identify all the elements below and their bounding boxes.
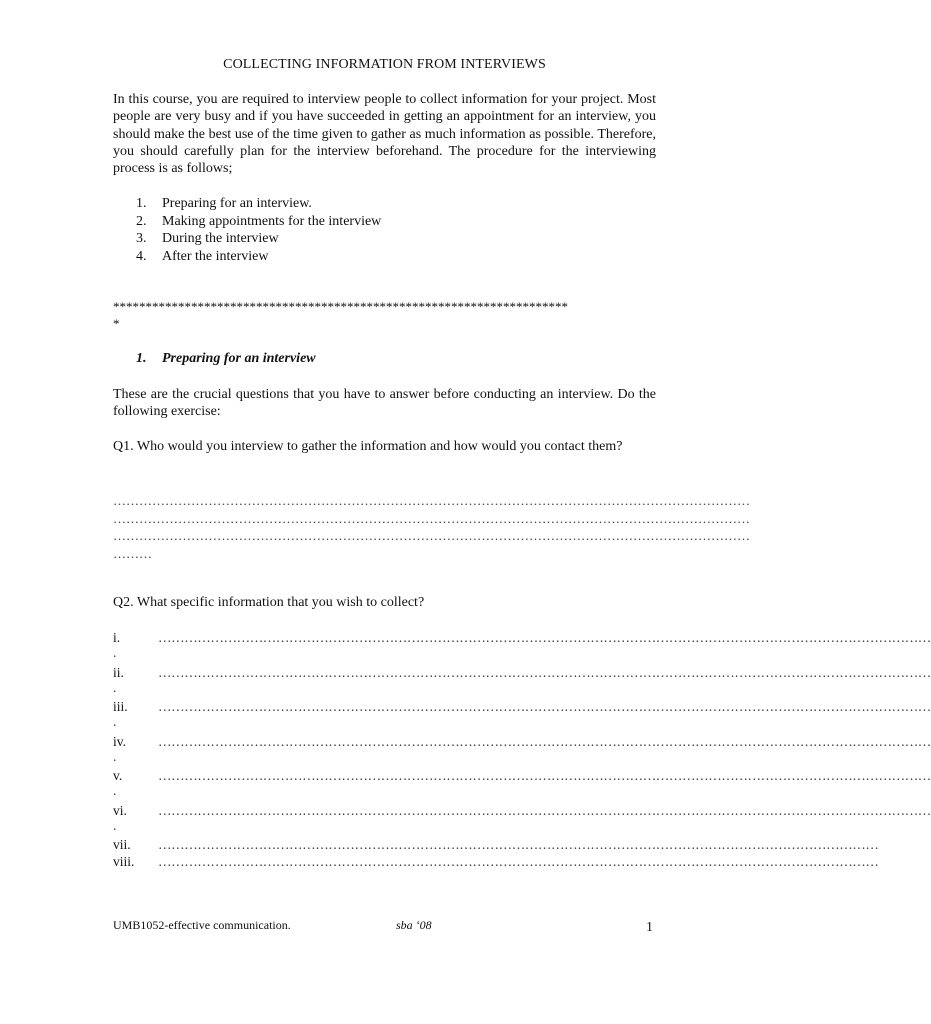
line-tail: . bbox=[113, 645, 117, 660]
procedure-text: During the interview bbox=[162, 231, 279, 246]
item-label: viii. bbox=[113, 854, 135, 870]
answer-item[interactable] bbox=[113, 698, 931, 733]
procedure-item bbox=[136, 230, 536, 248]
answer-line: ………………………………………………………………………………………………………………………………… bbox=[113, 528, 750, 543]
answer-line: ………………………………………………………………………………………………………………………………………………… bbox=[158, 854, 879, 870]
item-label: iii. bbox=[113, 699, 128, 714]
procedure-text: After the interview bbox=[162, 248, 269, 264]
answer-line: …………………………………………………………………………………………………………………………………………………………… bbox=[158, 664, 931, 680]
item-label: vii. bbox=[113, 837, 131, 852]
answer-item[interactable] bbox=[113, 629, 931, 664]
footer-course: UMB1052-effective communication. bbox=[113, 918, 291, 932]
separator bbox=[113, 298, 673, 332]
section-number: 1. bbox=[136, 351, 147, 366]
separator-line: ********************************************************************** bbox=[113, 299, 568, 314]
section-heading bbox=[136, 351, 316, 367]
question-1: Q1. Who would you interview to gather the information and how would you contact them? bbox=[113, 439, 623, 454]
instructions-paragraph: These are the crucial questions that you have to answer before conducting an interview. Do the following exercise: bbox=[113, 387, 656, 420]
footer-author: sba ‘08 bbox=[396, 918, 432, 932]
page-number: 1 bbox=[646, 920, 653, 935]
line-tail: . bbox=[113, 679, 117, 695]
line-tail: . bbox=[113, 714, 117, 729]
answer-line: ……… bbox=[113, 545, 152, 561]
answer-item[interactable] bbox=[113, 836, 879, 853]
item-label: vi. bbox=[113, 802, 127, 818]
procedure-number: 3. bbox=[136, 231, 147, 246]
procedure-item bbox=[136, 195, 536, 213]
line-tail: . bbox=[113, 817, 117, 833]
answer-line: …………………………………………………………………………………………………………………………………………………………… bbox=[158, 768, 931, 783]
answer-line: ………………………………………………………………………………………………………………………………… bbox=[113, 493, 750, 508]
section-title: Preparing for an interview bbox=[162, 351, 316, 366]
answer-item[interactable] bbox=[113, 802, 931, 837]
answer-list-q2 bbox=[113, 629, 931, 871]
separator-line: * bbox=[113, 316, 120, 331]
line-tail: . bbox=[113, 783, 117, 798]
procedure-number: 1. bbox=[136, 196, 147, 211]
procedure-number: 4. bbox=[136, 248, 147, 264]
item-label: i. bbox=[113, 630, 121, 645]
procedure-text: Preparing for an interview. bbox=[162, 196, 312, 211]
procedure-item bbox=[136, 213, 536, 231]
page-title: COLLECTING INFORMATION FROM INTERVIEWS bbox=[223, 57, 546, 72]
item-label: ii. bbox=[113, 664, 124, 680]
question-2: Q2. What specific information that you wish to collect? bbox=[113, 595, 425, 610]
answer-item[interactable] bbox=[113, 767, 931, 802]
answer-area-q1[interactable] bbox=[113, 492, 750, 562]
answer-line: …………………………………………………………………………………………………………………………………………………………… bbox=[158, 733, 931, 749]
procedure-list bbox=[136, 195, 536, 265]
item-label: iv. bbox=[113, 733, 126, 749]
answer-item[interactable] bbox=[113, 733, 931, 768]
procedure-text: Making appointments for the interview bbox=[162, 213, 382, 229]
item-label: v. bbox=[113, 768, 123, 783]
answer-item[interactable] bbox=[113, 853, 879, 870]
answer-line: ………………………………………………………………………………………………………………………………… bbox=[113, 510, 750, 526]
answer-line: …………………………………………………………………………………………………………………………………………………………… bbox=[158, 630, 931, 645]
intro-paragraph: In this course, you are required to interview people to collect information for your project. Most people are very busy and if you have succeeded in getting an appointment for an interview, you should make the best use of the time given to gather as much information as possible. Therefore, you should carefully plan for the interview beforehand. The procedure for the interviewing process is as follows; bbox=[113, 92, 656, 177]
procedure-item bbox=[136, 248, 536, 266]
answer-line: …………………………………………………………………………………………………………………………………………………………… bbox=[158, 699, 931, 714]
answer-line: ………………………………………………………………………………………………………………………………………………… bbox=[158, 837, 879, 852]
answer-item[interactable] bbox=[113, 664, 931, 699]
answer-line: …………………………………………………………………………………………………………………………………………………………… bbox=[158, 802, 931, 818]
line-tail: . bbox=[113, 748, 117, 764]
procedure-number: 2. bbox=[136, 213, 147, 229]
